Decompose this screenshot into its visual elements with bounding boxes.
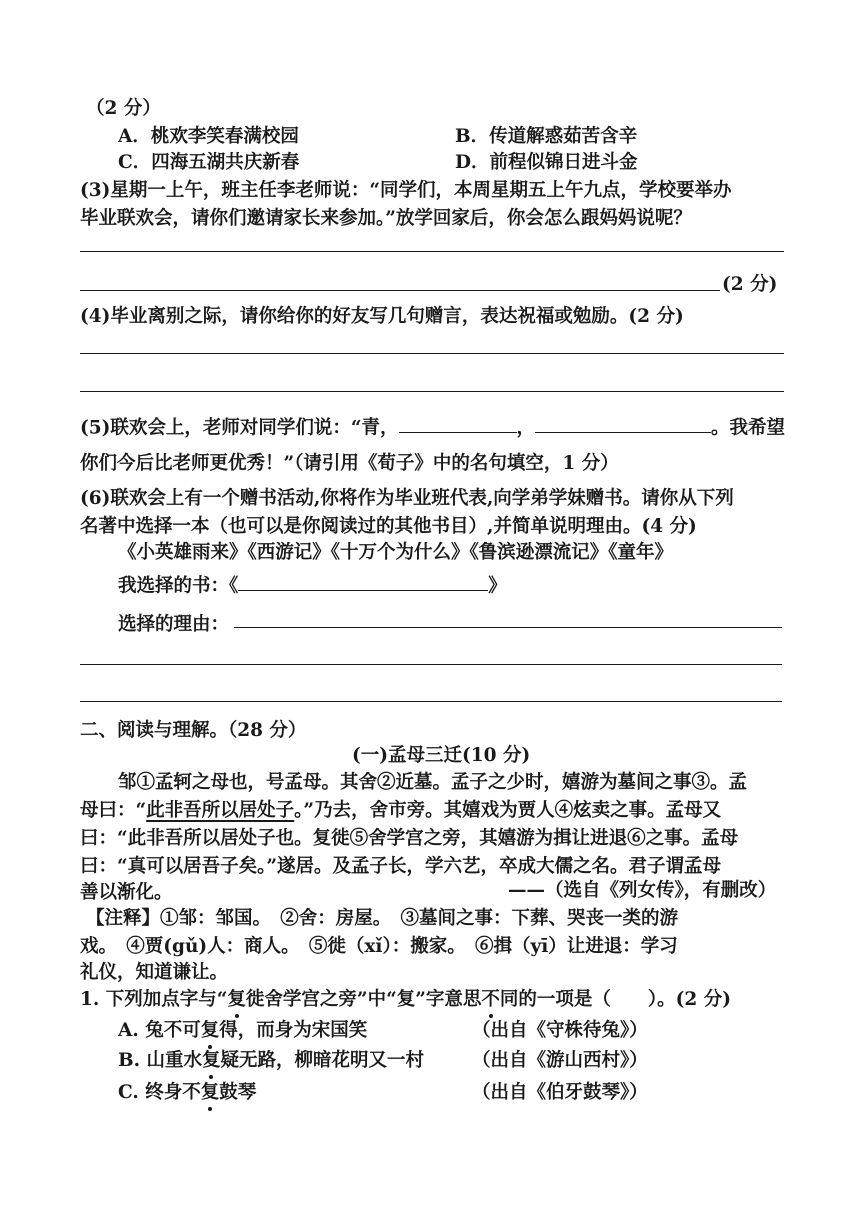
dotted-char: 不 [481, 985, 500, 1011]
q3-line1: (3)星期一上午，班主任李老师说：“同学们，本周星期五上午九点，学校要举办 [80, 180, 732, 201]
passage-line-5: 善以渐化。 [80, 882, 173, 903]
q1-stem: 1. 下列加点字与“复徙舍学宫之旁”中“复”字意思不同的一项是（ ）。(2 分) [80, 985, 731, 1011]
q1-option-a: A. 兔不可复得，而身为宋国笑 [118, 1016, 367, 1042]
passage-line-1: 邹①孟轲之母也，号孟母。其舍②近墓。孟子之少时，嬉游为墓间之事③。孟 [118, 772, 748, 793]
q6-book-blank[interactable] [238, 570, 488, 591]
q6-line1: (6)联欢会上有一个赠书活动,你将作为毕业班代表,向学弟学妹赠书。请你从下列 [80, 488, 734, 509]
q6-book-list: 《小英雄雨来》《西游记》《十万个为什么》《鲁滨逊漂流记》《童年》 [118, 542, 674, 563]
q5-suffix: 。我希望 [711, 417, 786, 439]
q5-prefix: (5)联欢会上，老师对同学们说：“青， [80, 417, 399, 439]
q3-line2: 毕业联欢会，请你们邀请家长来参加。”放学回家后，你会怎么跟妈妈说呢？ [80, 208, 692, 229]
q6-reason-label: 选择的理由： [118, 614, 230, 635]
q6-open-bracket: 《 [229, 575, 239, 597]
q2-score: （2 分） [86, 98, 161, 119]
q6-line2: 名著中选择一本（也可以是你阅读过的其他书目）,并简单说明理由。(4 分) [80, 516, 697, 537]
q4-text: (4)毕业离别之际，请你给你的好友写几句赠言，表达祝福或勉励。(2 分) [80, 306, 684, 327]
dotted-char: 复 [202, 1046, 221, 1072]
notes-line-1: 【注释】①邹：邹国。 ②舍：房屋。 ③墓间之事：下葬、哭丧一类的游 [86, 908, 679, 929]
dotted-char: 复 [227, 985, 246, 1011]
q6-reason-line-2[interactable] [80, 664, 782, 665]
q1-option-c-source: （出自《伯牙鼓琴》） [472, 1082, 648, 1103]
passage-line-2: 母曰：“此非吾所以居处子。”乃去，舍市旁。其嬉戏为贾人④炫卖之事。孟母又 [80, 800, 722, 821]
q5-comma: ， [516, 417, 536, 439]
q5-line2: 你们今后比老师更优秀！”（请引用《荀子》中的名句填空，1 分） [80, 453, 619, 474]
q2-option-b: B．传道解惑茹苦含辛 [455, 126, 638, 147]
q6-chosen-label: 我选择的书： [118, 575, 230, 597]
passage-source: ——（选自《列女传》，有删改） [508, 880, 777, 901]
q1-option-a-source: （出自《守株待兔》） [472, 1020, 648, 1041]
q1-option-b: B. 山重水复疑无路，柳暗花明又一村 [118, 1046, 424, 1072]
dotted-char: 复 [201, 1016, 220, 1042]
q2-option-d: D．前程似锦日进斗金 [455, 152, 638, 173]
q4-answer-line-2[interactable] [80, 391, 784, 392]
q6-reason-line-1[interactable] [234, 627, 782, 628]
dotted-char: 复 [201, 1078, 220, 1104]
q2-option-a: A．桃欢李笑春满校园 [118, 126, 299, 147]
q3-answer-line-2[interactable] [80, 290, 720, 291]
notes-line-3: 礼仪，知道谦让。 [80, 962, 229, 983]
q4-answer-line-1[interactable] [80, 353, 784, 354]
section2-heading: 二、阅读与理解。（28 分） [80, 720, 307, 741]
q2-option-c: C．四海五湖共庆新春 [118, 152, 300, 173]
q6-chosen-book [118, 570, 507, 597]
q3-answer-line-1[interactable] [80, 251, 784, 252]
q5-line1 [80, 412, 785, 439]
q6-close-bracket: 》 [488, 575, 507, 597]
passage-title: (一)孟母三迁(10 分) [352, 745, 531, 766]
passage-line-4: 曰：“真可以居吾子矣。”遂居。及孟子长，学六艺，卒成大儒之名。君子谓孟母 [80, 856, 722, 877]
notes-line-2: 戏。 ④贾(gǔ)人：商人。 ⑤徙（xǐ）：搬家。 ⑥揖（yī）让进退：学习 [80, 936, 678, 957]
q1-option-c: C. 终身不复鼓琴 [118, 1078, 256, 1104]
passage-line-3: 曰：“此非吾所以居处子也。复徙⑤舍学宫之旁，其嬉游为揖让进退⑥之事。孟母 [80, 828, 739, 849]
q3-score: (2 分) [722, 274, 778, 295]
q5-blank-2[interactable] [535, 412, 711, 433]
q1-option-b-source: （出自《游山西村》） [472, 1050, 648, 1071]
q6-reason-line-3[interactable] [80, 701, 782, 702]
q5-blank-1[interactable] [399, 412, 517, 433]
underlined-sentence: 此非吾所以居处子 [146, 800, 295, 821]
